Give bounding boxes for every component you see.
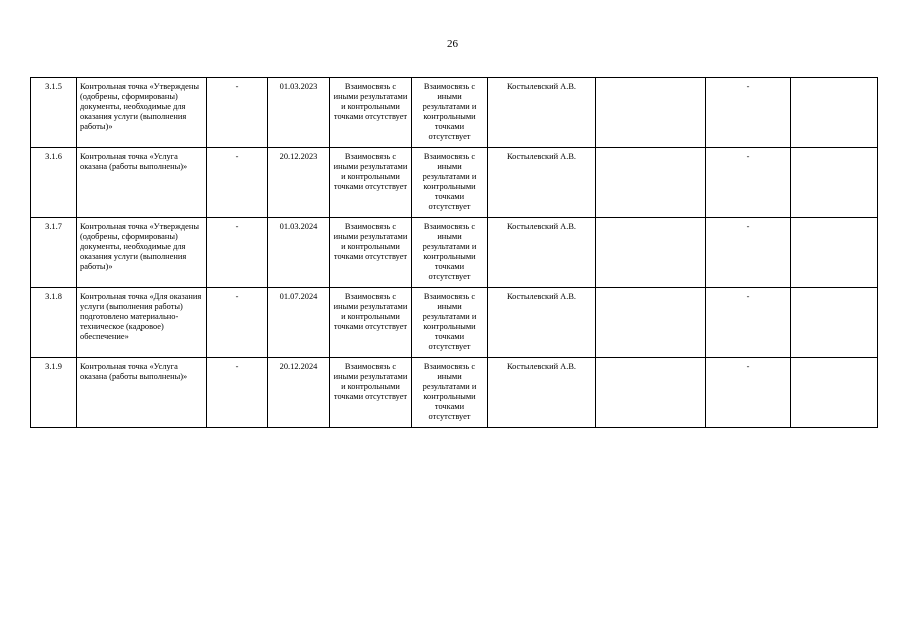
table-row [31, 358, 878, 428]
document-type-cell: - [706, 148, 791, 218]
control-point-name: Контрольная точка «Услуга оказана (работы выполнены)» [77, 358, 207, 428]
info-system-cell [791, 148, 878, 218]
table-row [31, 78, 878, 148]
control-point-name: Контрольная точка «Услуга оказана (работы выполнены)» [77, 148, 207, 218]
empty-cell [596, 78, 706, 148]
successor-link-cell: Взаимосвязь с иными результатами и контрольными точками отсутствует [412, 288, 488, 358]
empty-cell [596, 218, 706, 288]
due-date-cell: 01.07.2024 [268, 288, 330, 358]
info-system-cell [791, 288, 878, 358]
row-number: 3.1.6 [31, 148, 77, 218]
base-value-cell: - [207, 358, 268, 428]
successor-link-cell: Взаимосвязь с иными результатами и контрольными точками отсутствует [412, 148, 488, 218]
successor-link-cell: Взаимосвязь с иными результатами и контрольными точками отсутствует [412, 218, 488, 288]
due-date-cell: 20.12.2023 [268, 148, 330, 218]
row-number: 3.1.5 [31, 78, 77, 148]
document-type-cell: - [706, 288, 791, 358]
successor-link-cell: Взаимосвязь с иными результатами и контрольными точками отсутствует [412, 78, 488, 148]
info-system-cell [791, 358, 878, 428]
control-point-name: Контрольная точка «Утверждены (одобрены, сформированы) документы, необходимые для оказания услуги (выполнения работы)» [77, 218, 207, 288]
table-row [31, 288, 878, 358]
info-system-cell [791, 218, 878, 288]
predecessor-link-cell: Взаимосвязь с иными результатами и контрольными точками отсутствует [330, 78, 412, 148]
control-points-table [30, 77, 878, 428]
control-point-name: Контрольная точка «Утверждены (одобрены, сформированы) документы, необходимые для оказания услуги (выполнения работы)» [77, 78, 207, 148]
document-type-cell: - [706, 78, 791, 148]
base-value-cell: - [207, 78, 268, 148]
table-row [31, 148, 878, 218]
empty-cell [596, 148, 706, 218]
table-row [31, 218, 878, 288]
info-system-cell [791, 78, 878, 148]
base-value-cell: - [207, 148, 268, 218]
successor-link-cell: Взаимосвязь с иными результатами и контрольными точками отсутствует [412, 358, 488, 428]
base-value-cell: - [207, 288, 268, 358]
predecessor-link-cell: Взаимосвязь с иными результатами и контрольными точками отсутствует [330, 288, 412, 358]
due-date-cell: 01.03.2023 [268, 78, 330, 148]
row-number: 3.1.8 [31, 288, 77, 358]
predecessor-link-cell: Взаимосвязь с иными результатами и контрольными точками отсутствует [330, 358, 412, 428]
page-number: 26 [447, 38, 458, 50]
predecessor-link-cell: Взаимосвязь с иными результатами и контрольными точками отсутствует [330, 148, 412, 218]
empty-cell [596, 288, 706, 358]
empty-cell [596, 358, 706, 428]
row-number: 3.1.9 [31, 358, 77, 428]
document-type-cell: - [706, 218, 791, 288]
due-date-cell: 20.12.2024 [268, 358, 330, 428]
control-point-name: Контрольная точка «Для оказания услуги (выполнения работы) подготовлено материально-техническое (кадровое) обеспечение» [77, 288, 207, 358]
responsible-person-cell: Костылевский А.В. [488, 78, 596, 148]
responsible-person-cell: Костылевский А.В. [488, 288, 596, 358]
responsible-person-cell: Костылевский А.В. [488, 358, 596, 428]
document-type-cell: - [706, 358, 791, 428]
responsible-person-cell: Костылевский А.В. [488, 218, 596, 288]
predecessor-link-cell: Взаимосвязь с иными результатами и контрольными точками отсутствует [330, 218, 412, 288]
row-number: 3.1.7 [31, 218, 77, 288]
base-value-cell: - [207, 218, 268, 288]
responsible-person-cell: Костылевский А.В. [488, 148, 596, 218]
due-date-cell: 01.03.2024 [268, 218, 330, 288]
